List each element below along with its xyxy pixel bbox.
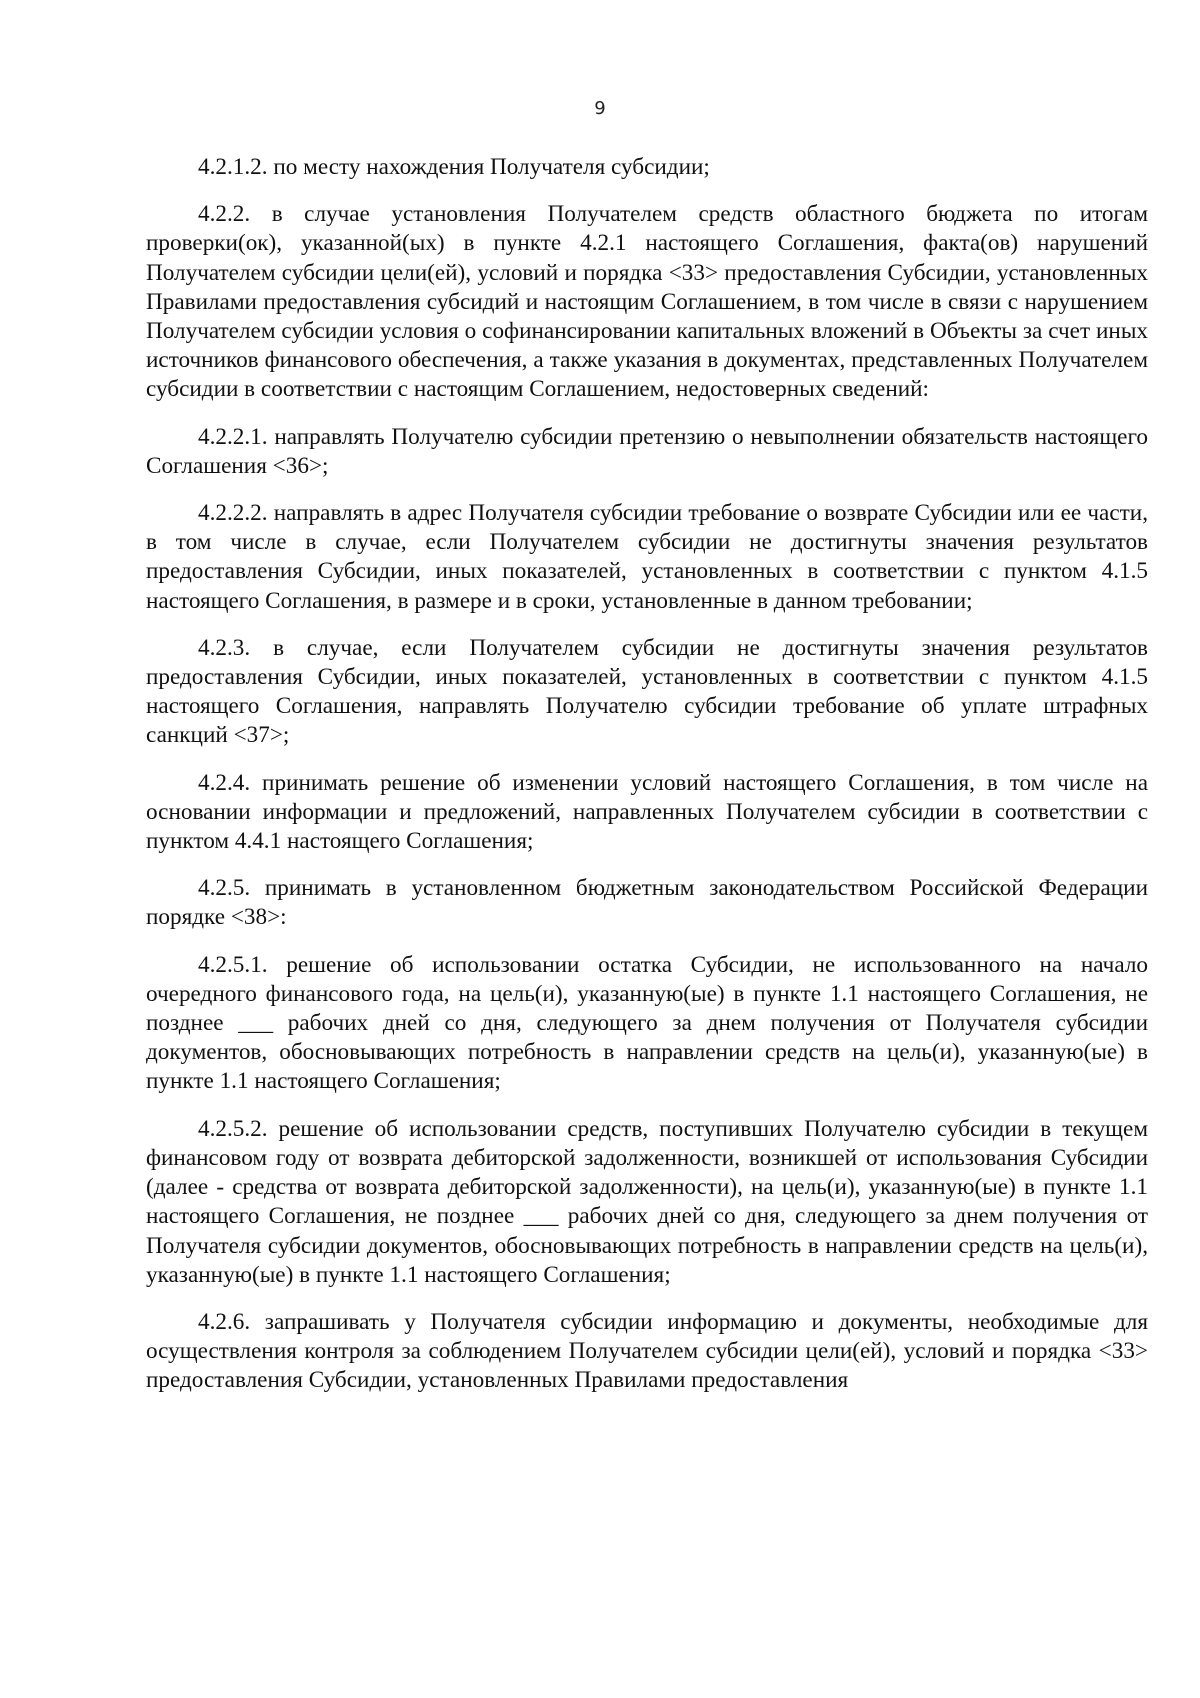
document-body xyxy=(146,153,1148,1396)
paragraph-4-2-1-2: 4.2.1.2. по месту нахождения Получателя субсидии; xyxy=(198,154,710,180)
paragraph-4-2-5-2: 4.2.5.2. решение об использовании средств, поступивших Получателю субсидии в текущем финансовом году от возврата дебиторской задолженности, возникшей от использования Субсидии (далее - средства от возврата дебиторской задолженности), на цель(и), указанную(ые) в пункте 1.1 настоящего Соглашения, не позднее ___ рабочих дней со дня, следующего за днем получения от Получателя субсидии документов, обосновывающих потребность в направлении средств на цель(и), указанную(ые) в пункте 1.1 настоящего Соглашения; xyxy=(146,1115,1148,1288)
paragraph-4-2-5: 4.2.5. принимать в установленном бюджетным законодательством Российской Федерации порядке <38>: xyxy=(146,875,1148,931)
paragraph-4-2-6: 4.2.6. запрашивать у Получателя субсидии информацию и документы, необходимые для осуществления контроля за соблюдением Получателем субсидии цели(ей), условий и порядка <33> предоставления Субсидии, установленных Правилами предоставления xyxy=(146,1308,1148,1394)
paragraph-4-2-2: 4.2.2. в случае установления Получателем средств областного бюджета по итогам проверки(ок), указанной(ых) в пункте 4.2.1 настоящего Соглашения, факта(ов) нарушений Получателем субсидии цели(ей), условий и порядка <33> предоставления Субсидии, установленных Правилами предоставления субсидий и настоящим Соглашением, в том числе в связи с нарушением Получателем субсидии условия о софинансировании капитальных вложений в Объекты за счет иных источников финансового обеспечения, а также указания в документах, представленных Получателем субсидии в соответствии с настоящим Соглашением, недостоверных сведений: xyxy=(146,201,1148,403)
paragraph-4-2-5-1: 4.2.5.1. решение об использовании остатка Субсидии, не использованного на начало очередного финансового года, на цель(и), указанную(ые) в пункте 1.1 настоящего Соглашения, не позднее ___ рабочих дней со дня, следующего за днем получения от Получателя субсидии документов, обосновывающих потребность в направлении средств на цель(и), указанную(ые) в пункте 1.1 настоящего Соглашения; xyxy=(146,951,1148,1095)
paragraph-4-2-3: 4.2.3. в случае, если Получателем субсидии не достигнуты значения результатов предоставления Субсидии, иных показателей, установленных в соответствии с пунктом 4.1.5 настоящего Соглашения, направлять Получателю субсидии требование об уплате штрафных санкций <37>; xyxy=(146,634,1148,749)
paragraph-4-2-2-1: 4.2.2.1. направлять Получателю субсидии претензию о невыполнении обязательств настоящего Соглашения <36>; xyxy=(146,423,1148,479)
paragraph-4-2-4: 4.2.4. принимать решение об изменении условий настоящего Соглашения, в том числе на основании информации и предложений, направленных Получателем субсидии в соответствии с пунктом 4.4.1 настоящего Соглашения; xyxy=(146,769,1148,855)
page-number: 9 xyxy=(594,98,606,119)
paragraph-4-2-2-2: 4.2.2.2. направлять в адрес Получателя субсидии требование о возврате Субсидии или ее части, в том числе в случае, если Получателем субсидии не достигнуты значения результатов предоставления Субсидии, иных показателей, установленных в соответствии с пунктом 4.1.5 настоящего Соглашения, в размере и в сроки, установленные в данном требовании; xyxy=(146,500,1148,614)
